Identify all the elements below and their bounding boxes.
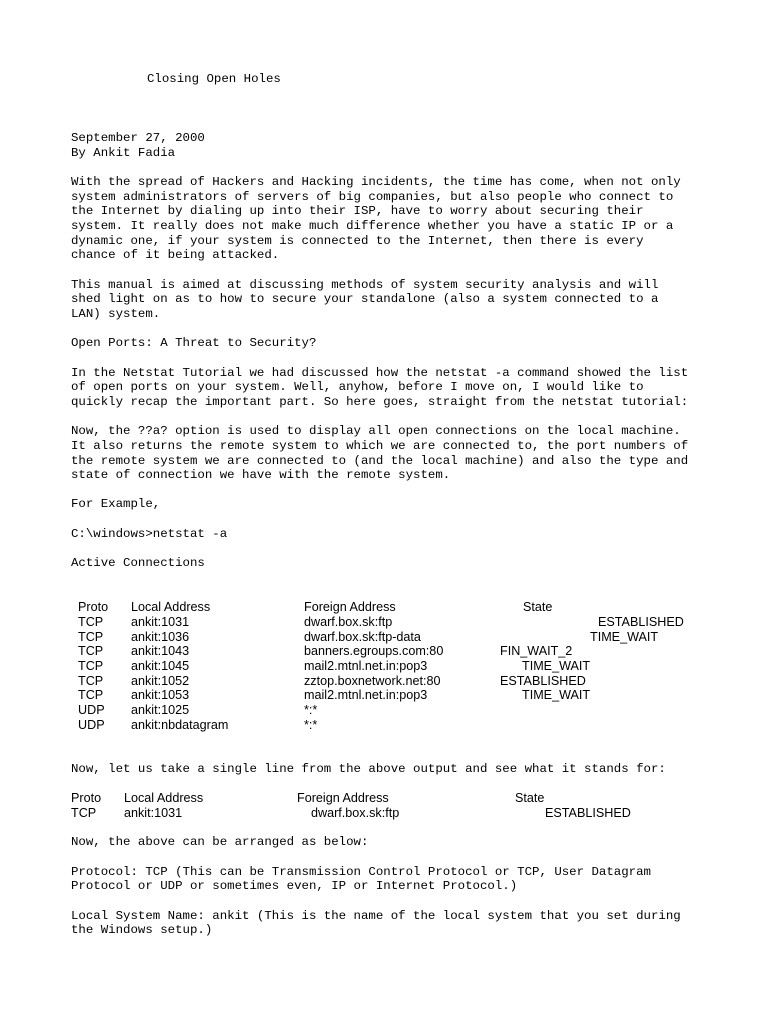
table-header-local: Local Address bbox=[124, 791, 204, 805]
table-cell-local: ankit:1053 bbox=[131, 688, 190, 702]
table-cell-state: TIME_WAIT bbox=[522, 659, 591, 673]
table-cell-local: ankit:1045 bbox=[131, 659, 190, 673]
paragraph-line: shed light on as to how to secure your standalone (also a system connected to a bbox=[71, 292, 659, 306]
table-cell-proto: TCP bbox=[71, 806, 97, 820]
for-example-label: For Example, bbox=[71, 497, 161, 511]
paragraph-line: Local System Name: ankit (This is the name of the local system that you set during bbox=[71, 909, 681, 923]
paragraph-line: the Internet by dialing up into their ISP, have to worry about securing their bbox=[71, 204, 644, 218]
table-cell-proto: UDP bbox=[78, 718, 105, 732]
document-author: By Ankit Fadia bbox=[71, 146, 176, 160]
table-cell-local: ankit:1031 bbox=[124, 806, 183, 820]
table-cell-proto: TCP bbox=[78, 688, 104, 702]
table-header-state: State bbox=[515, 791, 545, 805]
table-cell-foreign: banners.egroups.com:80 bbox=[304, 644, 444, 658]
paragraph-line: Protocol: TCP (This can be Transmission Control Protocol or TCP, User Datagram bbox=[71, 865, 651, 879]
table-cell-proto: TCP bbox=[78, 659, 104, 673]
table-header-foreign: Foreign Address bbox=[304, 600, 396, 614]
table-header-local: Local Address bbox=[131, 600, 211, 614]
paragraph-line: quickly recap the important part. So here goes, straight from the netstat tutorial: bbox=[71, 395, 689, 409]
paragraph-line: the Windows setup.) bbox=[71, 923, 213, 937]
table-cell-local: ankit:nbdatagram bbox=[131, 718, 229, 732]
table-cell-proto: TCP bbox=[78, 674, 104, 688]
paragraph-line: LAN) system. bbox=[71, 307, 161, 321]
paragraph-line: state of connection we have with the remote system. bbox=[71, 468, 451, 482]
table-cell-state: FIN_WAIT_2 bbox=[500, 644, 573, 658]
paragraph-line: dynamic one, if your system is connected to the Internet, then there is every bbox=[71, 234, 644, 248]
table-cell-foreign: dwarf.box.sk:ftp bbox=[311, 806, 400, 820]
paragraph-line: chance of it being attacked. bbox=[71, 248, 280, 262]
table-header-proto: Proto bbox=[78, 600, 109, 614]
table-cell-proto: UDP bbox=[78, 703, 105, 717]
section-heading: Open Ports: A Threat to Security? bbox=[71, 336, 317, 350]
table-cell-state: ESTABLISHED bbox=[545, 806, 631, 820]
table-cell-foreign: dwarf.box.sk:ftp-data bbox=[304, 630, 421, 644]
table-cell-foreign: dwarf.box.sk:ftp bbox=[304, 615, 393, 629]
table-cell-foreign: mail2.mtnl.net.in:pop3 bbox=[304, 688, 428, 702]
paragraph-line: Now, the ??a? option is used to display all open connections on the local machine. bbox=[71, 424, 681, 438]
active-connections-heading: Active Connections bbox=[71, 556, 205, 570]
table-header-state: State bbox=[523, 600, 553, 614]
paragraph-line: This manual is aimed at discussing methods of system security analysis and will bbox=[71, 278, 659, 292]
paragraph-line: Now, let us take a single line from the above output and see what it stands for: bbox=[71, 762, 666, 776]
command-line: C:\windows>netstat -a bbox=[71, 527, 228, 541]
table-header-foreign: Foreign Address bbox=[297, 791, 389, 805]
paragraph-line: In the Netstat Tutorial we had discussed how the netstat -a command showed the list bbox=[71, 366, 689, 380]
table-cell-state: ESTABLISHED bbox=[500, 674, 586, 688]
paragraph-line: Now, the above can be arranged as below: bbox=[71, 835, 369, 849]
paragraph-line: the remote system we are connected to (and the local machine) and also the type and bbox=[71, 454, 689, 468]
table-cell-local: ankit:1052 bbox=[131, 674, 190, 688]
table-cell-state: TIME_WAIT bbox=[590, 630, 659, 644]
table-cell-local: ankit:1025 bbox=[131, 703, 190, 717]
document-title: Closing Open Holes bbox=[147, 72, 281, 86]
table-cell-local: ankit:1036 bbox=[131, 630, 190, 644]
paragraph-line: system administrators of servers of big companies, but also people who connect to bbox=[71, 190, 674, 204]
table-header-proto: Proto bbox=[71, 791, 102, 805]
table-cell-proto: TCP bbox=[78, 644, 104, 658]
table-cell-foreign: *:* bbox=[304, 703, 318, 717]
paragraph-line: It also returns the remote system to which we are connected to, the port numbers of bbox=[71, 439, 689, 453]
table-cell-foreign: *:* bbox=[304, 718, 318, 732]
table-cell-state: ESTABLISHED bbox=[598, 615, 684, 629]
table-cell-foreign: zztop.boxnetwork.net:80 bbox=[304, 674, 441, 688]
paragraph-line: Protocol or UDP or sometimes even, IP or Internet Protocol.) bbox=[71, 879, 518, 893]
table-cell-proto: TCP bbox=[78, 615, 104, 629]
paragraph-line: system. It really does not make much difference whether you have a static IP or a bbox=[71, 219, 674, 233]
table-cell-foreign: mail2.mtnl.net.in:pop3 bbox=[304, 659, 428, 673]
table-cell-local: ankit:1031 bbox=[131, 615, 190, 629]
table-cell-proto: TCP bbox=[78, 630, 104, 644]
paragraph-line: of open ports on your system. Well, anyhow, before I move on, I would like to bbox=[71, 380, 644, 394]
document-date: September 27, 2000 bbox=[71, 131, 205, 145]
table-cell-state: TIME_WAIT bbox=[522, 688, 591, 702]
paragraph-line: With the spread of Hackers and Hacking incidents, the time has come, when not only bbox=[71, 175, 681, 189]
table-cell-local: ankit:1043 bbox=[131, 644, 190, 658]
